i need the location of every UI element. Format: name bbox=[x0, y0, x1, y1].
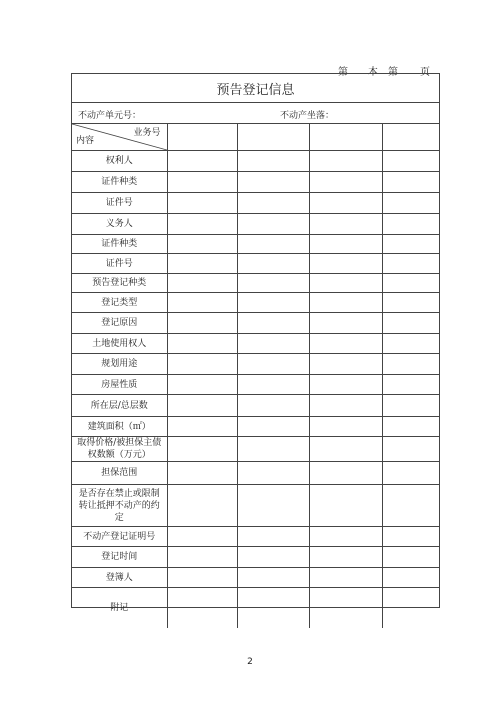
table-row bbox=[72, 354, 439, 375]
row-label bbox=[72, 214, 167, 235]
value-cell[interactable] bbox=[237, 193, 309, 214]
table-row bbox=[72, 151, 439, 172]
value-cell[interactable] bbox=[382, 172, 439, 193]
table-row bbox=[72, 547, 439, 568]
value-cell[interactable] bbox=[309, 437, 382, 462]
row-label bbox=[72, 293, 167, 313]
table-row bbox=[72, 568, 439, 588]
value-cell[interactable] bbox=[382, 354, 439, 375]
value-cell[interactable] bbox=[382, 462, 439, 485]
value-cell[interactable] bbox=[309, 462, 382, 485]
business-number-cell[interactable] bbox=[167, 124, 237, 151]
row-label bbox=[72, 395, 167, 417]
business-number-cell[interactable] bbox=[382, 124, 439, 151]
row-label bbox=[72, 437, 167, 462]
value-cell[interactable] bbox=[237, 235, 309, 254]
row-label-line: 担保范围 bbox=[101, 468, 138, 478]
table-row bbox=[72, 293, 439, 313]
table-row bbox=[72, 437, 439, 462]
value-cell[interactable] bbox=[237, 151, 309, 172]
value-cell[interactable] bbox=[309, 568, 382, 588]
value-cell[interactable] bbox=[382, 214, 439, 235]
value-cell[interactable] bbox=[382, 151, 439, 172]
value-cell[interactable] bbox=[167, 437, 237, 462]
row-label-line: 义务人 bbox=[105, 219, 133, 229]
row-label-line: 证件号 bbox=[105, 198, 133, 208]
value-cell[interactable] bbox=[237, 172, 309, 193]
value-cell[interactable] bbox=[382, 293, 439, 313]
value-cell[interactable] bbox=[382, 527, 439, 547]
value-cell[interactable] bbox=[237, 334, 309, 354]
table-row bbox=[72, 375, 439, 395]
row-label bbox=[72, 334, 167, 354]
unit-number-label: 不动产单元号： bbox=[78, 111, 142, 121]
row-label bbox=[72, 193, 167, 214]
value-cell[interactable] bbox=[167, 172, 237, 193]
value-cell[interactable] bbox=[167, 568, 237, 588]
value-cell[interactable] bbox=[309, 235, 382, 254]
row-label-line: 证件号 bbox=[105, 258, 133, 269]
value-cell[interactable] bbox=[167, 547, 237, 568]
value-cell[interactable] bbox=[382, 417, 439, 437]
page-number: 2 bbox=[247, 657, 253, 667]
row-label bbox=[72, 375, 167, 395]
value-cell[interactable] bbox=[382, 254, 439, 274]
business-number-cell[interactable] bbox=[237, 124, 309, 151]
header-ben-di: 本第 bbox=[368, 67, 408, 78]
row-label bbox=[72, 417, 167, 437]
value-cell[interactable] bbox=[237, 588, 309, 628]
value-cell[interactable] bbox=[382, 313, 439, 334]
value-cell[interactable] bbox=[237, 254, 309, 274]
value-cell[interactable] bbox=[167, 417, 237, 437]
value-cell[interactable] bbox=[309, 214, 382, 235]
form-title: 预告登记信息 bbox=[72, 74, 439, 103]
value-cell[interactable] bbox=[309, 293, 382, 313]
value-cell[interactable] bbox=[167, 395, 237, 417]
value-cell[interactable] bbox=[167, 334, 237, 354]
row-label-line: 是否存在禁止或限制 bbox=[78, 488, 160, 499]
row-label-line: 转让抵押不动产的约 bbox=[78, 500, 160, 511]
value-cell[interactable] bbox=[237, 527, 309, 547]
row-label bbox=[72, 313, 167, 334]
value-cell[interactable] bbox=[167, 527, 237, 547]
header-business-number: 业务号 bbox=[133, 128, 161, 138]
value-cell[interactable] bbox=[382, 375, 439, 395]
table-row bbox=[72, 254, 439, 274]
table-row bbox=[72, 527, 439, 547]
form-meta-row bbox=[72, 103, 439, 124]
row-label-line: 附记 bbox=[110, 602, 129, 613]
value-cell[interactable] bbox=[167, 193, 237, 214]
value-cell[interactable] bbox=[237, 437, 309, 462]
value-cell[interactable] bbox=[309, 547, 382, 568]
value-cell[interactable] bbox=[167, 274, 237, 293]
table-row bbox=[72, 274, 439, 293]
value-cell[interactable] bbox=[237, 214, 309, 235]
table-row bbox=[72, 485, 439, 527]
value-cell[interactable] bbox=[309, 274, 382, 293]
row-label bbox=[72, 547, 167, 568]
value-cell[interactable] bbox=[167, 485, 237, 527]
value-cell[interactable] bbox=[382, 274, 439, 293]
value-cell[interactable] bbox=[309, 313, 382, 334]
value-cell[interactable] bbox=[382, 568, 439, 588]
preregistration-form bbox=[71, 73, 440, 613]
row-label-line: 证件种类 bbox=[101, 177, 138, 187]
value-cell[interactable] bbox=[167, 235, 237, 254]
value-cell[interactable] bbox=[167, 254, 237, 274]
value-cell[interactable] bbox=[309, 375, 382, 395]
value-cell[interactable] bbox=[382, 395, 439, 417]
row-label-line: 登簿人 bbox=[105, 572, 133, 583]
value-cell[interactable] bbox=[309, 588, 382, 628]
value-cell[interactable] bbox=[309, 395, 382, 417]
value-cell[interactable] bbox=[382, 437, 439, 462]
header-content: 内容 bbox=[76, 136, 95, 146]
row-label-line: 房屋性质 bbox=[101, 379, 138, 390]
row-label bbox=[72, 151, 167, 172]
value-cell[interactable] bbox=[309, 417, 382, 437]
table-row bbox=[72, 588, 439, 628]
row-label-line: 取得价格/被担保主债 bbox=[77, 438, 162, 448]
value-cell[interactable] bbox=[167, 375, 237, 395]
value-cell[interactable] bbox=[167, 462, 237, 485]
row-label bbox=[72, 588, 167, 628]
value-cell[interactable] bbox=[382, 334, 439, 354]
value-cell[interactable] bbox=[382, 235, 439, 254]
value-cell[interactable] bbox=[382, 485, 439, 527]
value-cell[interactable] bbox=[309, 527, 382, 547]
value-cell[interactable] bbox=[309, 254, 382, 274]
value-cell[interactable] bbox=[237, 395, 309, 417]
diagonal-header-cell bbox=[72, 124, 167, 151]
table-row bbox=[72, 417, 439, 437]
value-cell[interactable] bbox=[237, 293, 309, 313]
table-row bbox=[72, 395, 439, 417]
row-label-line: 所在层/总层数 bbox=[90, 400, 148, 411]
row-label-line: 登记原因 bbox=[101, 318, 138, 328]
value-cell[interactable] bbox=[167, 313, 237, 334]
row-label bbox=[72, 235, 167, 254]
info-table bbox=[72, 124, 439, 628]
value-cell[interactable] bbox=[237, 547, 309, 568]
value-cell[interactable] bbox=[237, 274, 309, 293]
business-number-cell[interactable] bbox=[309, 124, 382, 151]
table-row bbox=[72, 193, 439, 214]
value-cell[interactable] bbox=[237, 375, 309, 395]
value-cell[interactable] bbox=[167, 151, 237, 172]
row-label bbox=[72, 254, 167, 274]
row-label bbox=[72, 274, 167, 293]
value-cell[interactable] bbox=[382, 193, 439, 214]
header-ye: 页 bbox=[420, 67, 430, 78]
value-cell[interactable] bbox=[309, 354, 382, 375]
row-label-line: 不动产登记证明号 bbox=[83, 531, 156, 542]
row-label-line: 预告登记种类 bbox=[92, 278, 147, 288]
value-cell[interactable] bbox=[237, 485, 309, 527]
location-label: 不动产坐落： bbox=[280, 111, 335, 121]
value-cell[interactable] bbox=[309, 334, 382, 354]
row-label-line: 规划用途 bbox=[101, 359, 138, 369]
row-label bbox=[72, 354, 167, 375]
value-cell[interactable] bbox=[309, 151, 382, 172]
value-cell[interactable] bbox=[382, 588, 439, 628]
value-cell[interactable] bbox=[167, 354, 237, 375]
value-cell[interactable] bbox=[167, 214, 237, 235]
value-cell[interactable] bbox=[237, 462, 309, 485]
row-label-line: 登记时间 bbox=[101, 552, 138, 562]
row-label-line: 定 bbox=[114, 512, 124, 523]
table-row bbox=[72, 235, 439, 254]
table-row bbox=[72, 313, 439, 334]
value-cell[interactable] bbox=[237, 313, 309, 334]
row-label bbox=[72, 172, 167, 193]
row-label-line: 证件种类 bbox=[101, 239, 138, 249]
table-row bbox=[72, 334, 439, 354]
value-cell[interactable] bbox=[309, 193, 382, 214]
row-label bbox=[72, 568, 167, 588]
row-label-line: 土地使用权人 bbox=[92, 338, 147, 349]
value-cell[interactable] bbox=[237, 568, 309, 588]
row-label-line: 建筑面积（㎡） bbox=[87, 421, 151, 432]
value-cell[interactable] bbox=[237, 354, 309, 375]
header-di: 第 bbox=[338, 67, 348, 78]
row-label-line: 权数额（万元） bbox=[87, 450, 151, 460]
row-label-line: 登记类型 bbox=[101, 297, 138, 308]
table-row bbox=[72, 214, 439, 235]
value-cell[interactable] bbox=[167, 588, 237, 628]
row-label bbox=[72, 462, 167, 485]
value-cell[interactable] bbox=[167, 293, 237, 313]
table-row bbox=[72, 172, 439, 193]
row-label-line: 权利人 bbox=[105, 156, 133, 166]
row-label bbox=[72, 527, 167, 547]
row-label bbox=[72, 485, 167, 527]
table-row bbox=[72, 462, 439, 485]
value-cell[interactable] bbox=[309, 485, 382, 527]
table-header-row bbox=[72, 124, 439, 151]
value-cell[interactable] bbox=[382, 547, 439, 568]
value-cell[interactable] bbox=[309, 172, 382, 193]
value-cell[interactable] bbox=[237, 417, 309, 437]
